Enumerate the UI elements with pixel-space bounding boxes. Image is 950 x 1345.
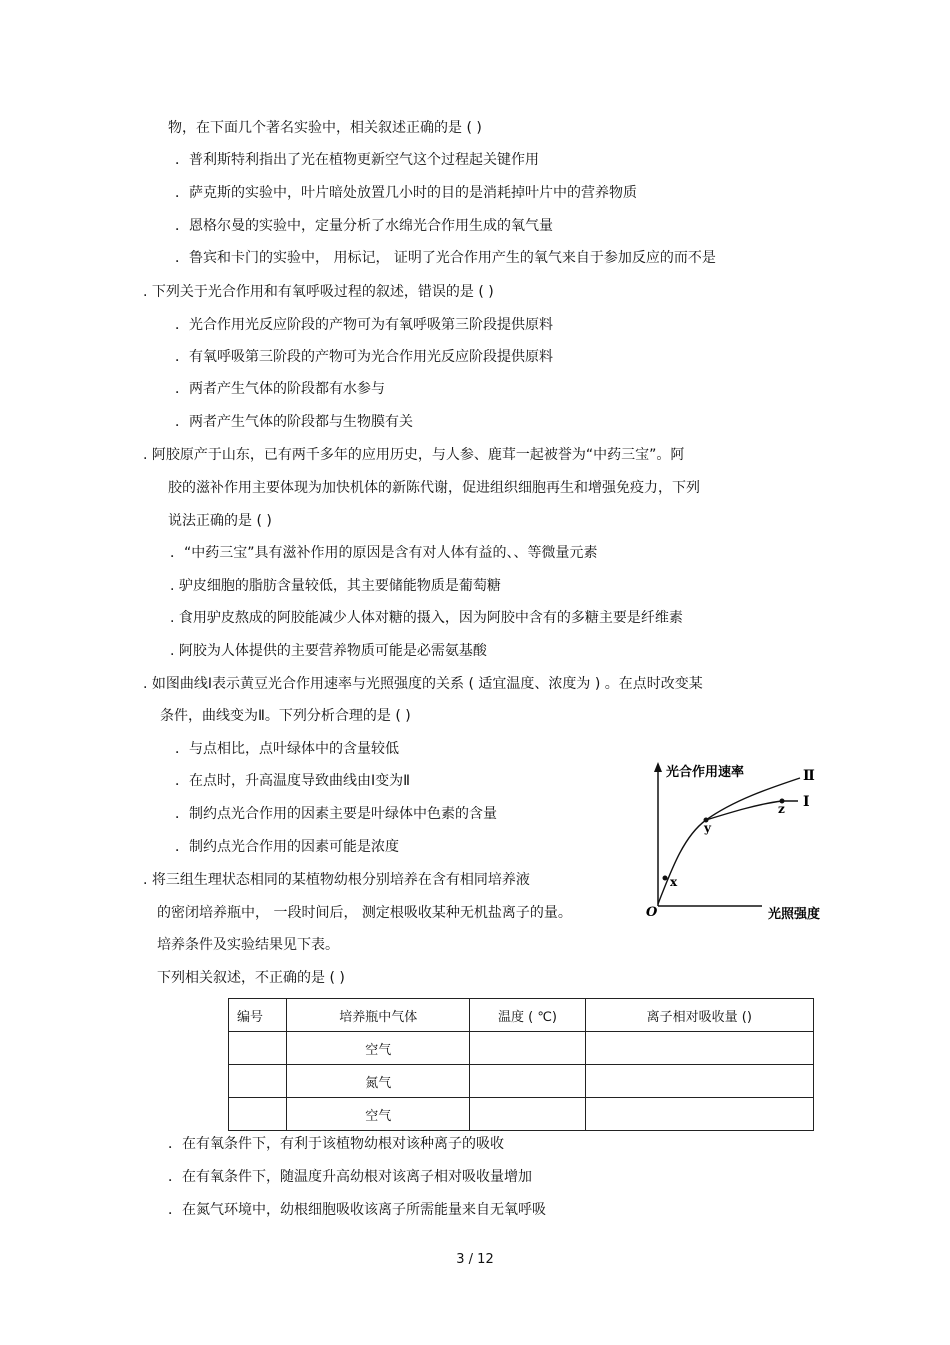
table-cell bbox=[585, 1098, 813, 1131]
y-axis-label: 光合作用速率 bbox=[666, 765, 745, 780]
q1-option: ．萨克斯的实验中，叶片暗处放置几小时的目的是消耗掉叶片中的营养物质 bbox=[175, 185, 637, 201]
q5-stem-line: 的密闭培养瓶中， 一段时间后， 测定根吸收某种无机盐离子的量。 bbox=[157, 905, 572, 921]
table-row bbox=[229, 1098, 814, 1131]
q4-option: ．在点时，升高温度导致曲线由Ⅰ变为Ⅱ bbox=[175, 773, 411, 789]
x-axis-label: 光照强度 bbox=[768, 907, 821, 922]
curve-II-label: Ⅱ bbox=[803, 768, 815, 784]
point-x-dot bbox=[663, 876, 668, 881]
table-cell: 空气 bbox=[287, 1032, 470, 1065]
q2-stem: . 下列关于光合作用和有氧呼吸过程的叙述，错误的是 ( ) bbox=[143, 284, 494, 300]
q2-option: ．两者产生气体的阶段都有水参与 bbox=[175, 381, 385, 397]
q3-option: ．“中药三宝”具有滋补作用的原因是含有对人体有益的、、等微量元素 bbox=[170, 545, 598, 561]
q5-stem-line: 培养条件及实验结果见下表。 bbox=[157, 937, 339, 953]
table-header-row bbox=[229, 999, 814, 1032]
point-z-label: z bbox=[778, 802, 785, 816]
q3-stem-line: . 阿胶原产于山东，已有两千多年的应用历史，与人参、鹿茸一起被誉为“中药三宝”。阿 bbox=[143, 447, 685, 463]
curve-I-label: Ⅰ bbox=[803, 794, 810, 810]
point-x-label: x bbox=[670, 875, 678, 889]
curve-II bbox=[658, 778, 800, 904]
q4-stem-line: 条件，曲线变为Ⅱ。下列分析合理的是 ( ) bbox=[160, 708, 411, 724]
q4-option: ．与点相比，点叶绿体中的含量较低 bbox=[175, 741, 399, 757]
y-axis-arrow bbox=[654, 762, 662, 772]
table-cell bbox=[229, 1065, 287, 1098]
page-number: 3 / 12 bbox=[456, 1252, 494, 1267]
q4-option: ．制约点光合作用的因素主要是叶绿体中色素的含量 bbox=[175, 806, 497, 822]
q2-option: ．光合作用光反应阶段的产物可为有氧呼吸第三阶段提供原料 bbox=[175, 317, 553, 333]
results-table bbox=[228, 998, 814, 1131]
q3-stem-line: 胶的滋补作用主要体现为加快机体的新陈代谢，促进组织细胞再生和增强免疫力，下列 bbox=[168, 480, 700, 496]
point-y-label: y bbox=[704, 821, 711, 835]
q2-option: ．有氧呼吸第三阶段的产物可为光合作用光反应阶段提供原料 bbox=[175, 349, 553, 365]
q5-option: ．在有氧条件下，有利于该植物幼根对该种离子的吸收 bbox=[168, 1136, 504, 1152]
q3-option: . 阿胶为人体提供的主要营养物质可能是必需氨基酸 bbox=[170, 643, 487, 659]
table-row bbox=[229, 1032, 814, 1065]
table-header-cell: 编号 bbox=[229, 999, 287, 1032]
table-header-cell: 离子相对吸收量 () bbox=[585, 999, 813, 1032]
q5-option: ．在氮气环境中，幼根细胞吸收该离子所需能量来自无氧呼吸 bbox=[168, 1202, 546, 1218]
q2-option: ．两者产生气体的阶段都与生物膜有关 bbox=[175, 414, 413, 430]
q1-option: ．普利斯特利指出了光在植物更新空气这个过程起关键作用 bbox=[175, 152, 539, 168]
table-cell: 空气 bbox=[287, 1098, 470, 1131]
origin-label: O bbox=[646, 905, 658, 920]
q5-option: ．在有氧条件下，随温度升高幼根对该离子相对吸收量增加 bbox=[168, 1169, 532, 1185]
q1-option: ．鲁宾和卡门的实验中， 用标记， 证明了光合作用产生的氧气来自于参加反应的而不是 bbox=[175, 250, 716, 266]
light-response-graph bbox=[640, 758, 850, 928]
table-cell bbox=[585, 1032, 813, 1065]
table-cell bbox=[229, 1098, 287, 1131]
table-header-cell: 培养瓶中气体 bbox=[287, 999, 470, 1032]
q5-stem-line: . 将三组生理状态相同的某植物幼根分别培养在含有相同培养液 bbox=[143, 872, 530, 888]
table-cell bbox=[585, 1065, 813, 1098]
q3-option: . 食用驴皮熬成的阿胶能减少人体对糖的摄入，因为阿胶中含有的多糖主要是纤维素 bbox=[170, 610, 683, 626]
table-row bbox=[229, 1065, 814, 1098]
table-header-cell: 温度 ( ℃) bbox=[470, 999, 585, 1032]
table-cell bbox=[470, 1065, 585, 1098]
q1-stem: 物，在下面几个著名实验中，相关叙述正确的是 ( ) bbox=[168, 120, 482, 136]
q4-stem-line: . 如图曲线Ⅰ表示黄豆光合作用速率与光照强度的关系 ( 适宜温度、浓度为 ) 。在点时改变某 bbox=[143, 676, 703, 692]
q1-option: ．恩格尔曼的实验中，定量分析了水绵光合作用生成的氧气量 bbox=[175, 218, 553, 234]
q3-option: . 驴皮细胞的脂肪含量较低，其主要储能物质是葡萄糖 bbox=[170, 578, 501, 594]
table-cell bbox=[470, 1098, 585, 1131]
q4-option: ．制约点光合作用的因素可能是浓度 bbox=[175, 839, 399, 855]
q5-stem-line: 下列相关叙述，不正确的是 ( ) bbox=[157, 970, 345, 986]
q3-stem-line: 说法正确的是 ( ) bbox=[168, 513, 272, 529]
table-cell bbox=[229, 1032, 287, 1065]
table-cell bbox=[470, 1032, 585, 1065]
table-cell: 氮气 bbox=[287, 1065, 470, 1098]
